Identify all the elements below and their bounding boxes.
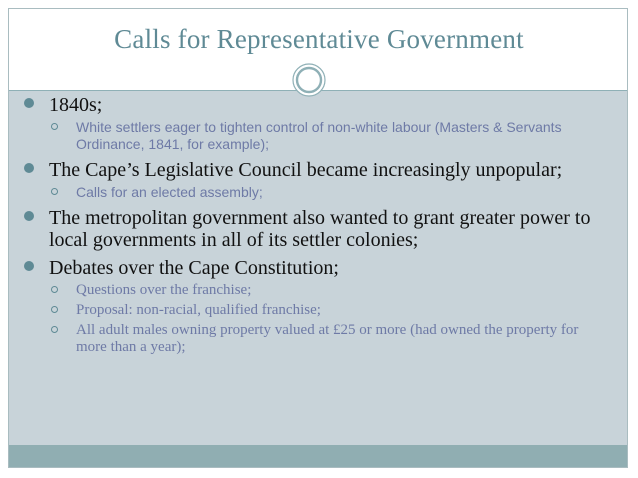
hollow-bullet-icon — [51, 188, 58, 195]
bullet-text: The Cape’s Legislative Council became increasingly unpopular; — [49, 159, 563, 181]
bullet-text: The metropolitan government also wanted to grant greater power to local governments in all of its settler colonies; — [49, 207, 591, 251]
sub-bullet-item — [20, 119, 600, 153]
slide-title: Calls for Representative Government — [114, 24, 524, 54]
filled-bullet-icon — [24, 163, 34, 173]
hollow-bullet-icon — [51, 286, 58, 293]
bullet-item — [20, 207, 600, 251]
sub-bullet-text: Calls for an elected assembly; — [76, 184, 263, 200]
bullet-item — [20, 159, 600, 181]
sub-bullet-item — [20, 184, 600, 201]
hollow-bullet-icon — [51, 326, 58, 333]
bullet-list — [20, 90, 600, 356]
sub-bullet-text: Proposal: non-racial, qualified franchise; — [76, 302, 321, 318]
bottom-bar — [9, 445, 627, 468]
bullet-item — [20, 257, 600, 279]
sub-bullet-item — [20, 282, 600, 299]
sub-bullet-text: Questions over the franchise; — [76, 282, 252, 298]
sub-bullet-text: All adult males owning property valued at £25 or more (had owned the property for more than a year); — [76, 322, 579, 355]
filled-bullet-icon — [24, 211, 34, 221]
filled-bullet-icon — [24, 261, 34, 271]
sub-bullet-item — [20, 302, 600, 319]
filled-bullet-icon — [24, 98, 34, 108]
bullet-item — [20, 94, 600, 116]
bullet-text: Debates over the Cape Constitution; — [49, 257, 339, 279]
hollow-bullet-icon — [51, 306, 58, 313]
bullet-text: 1840s; — [49, 94, 103, 116]
hollow-bullet-icon — [51, 123, 58, 130]
sub-bullet-text: White settlers eager to tighten control of non-white labour (Masters & Servants Ordinance, 1841, for example); — [76, 119, 562, 152]
sub-bullet-item — [20, 322, 600, 356]
